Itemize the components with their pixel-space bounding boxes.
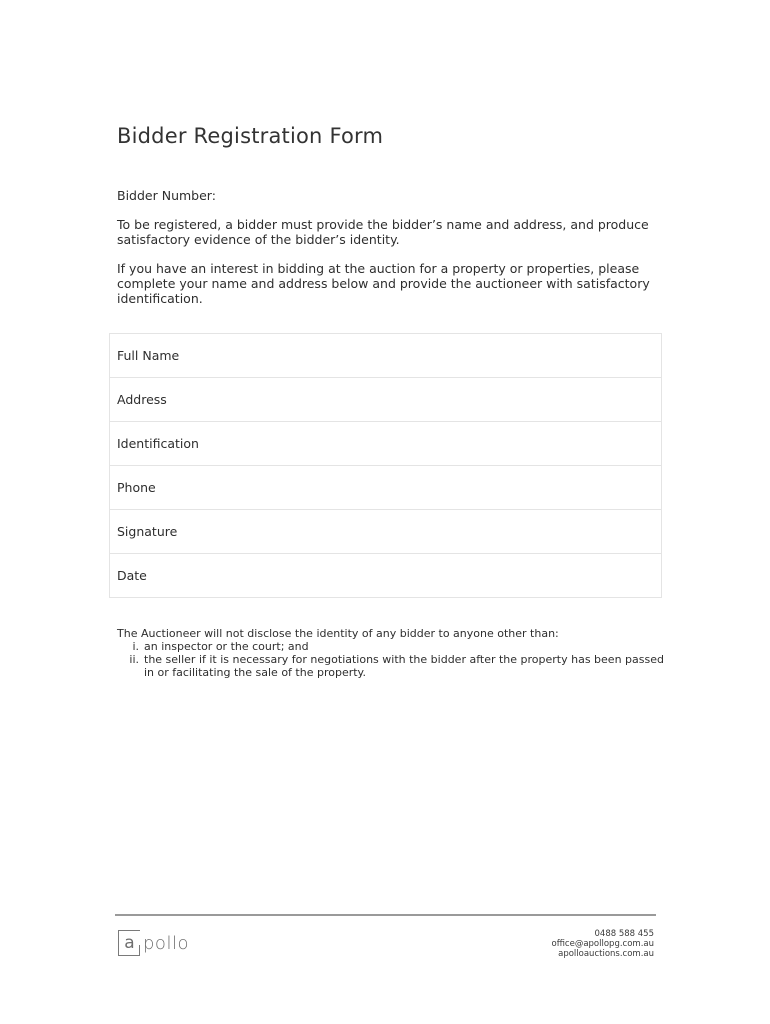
list-marker: i.	[132, 640, 139, 653]
field-label-address: Address	[117, 392, 167, 407]
disclosure-list-item	[117, 653, 677, 679]
field-row-signature[interactable]	[110, 510, 661, 554]
disclosure-list-item	[117, 640, 677, 653]
logo-wordmark: pollo	[143, 932, 189, 954]
field-label-identification: Identification	[117, 436, 199, 451]
bidder-number-label: Bidder Number:	[117, 188, 216, 203]
field-label-phone: Phone	[117, 480, 156, 495]
field-row-identification[interactable]	[110, 422, 661, 466]
list-item-text: the seller if it is necessary for negotiations with the bidder after the property has been passed in or facilitating the sale of the property.	[144, 653, 664, 679]
registration-fields-table	[109, 333, 662, 598]
field-label-date: Date	[117, 568, 147, 583]
contact-phone: 0488 588 455	[594, 929, 654, 939]
logo-letter: a	[124, 932, 135, 953]
field-row-phone[interactable]	[110, 466, 661, 510]
page-title: Bidder Registration Form	[117, 124, 384, 148]
list-marker: ii.	[129, 653, 139, 666]
disclosure-intro: The Auctioneer will not disclose the identity of any bidder to anyone other than:	[117, 627, 559, 640]
logo-bracket-tick	[139, 945, 141, 955]
apollo-logo	[118, 928, 189, 958]
disclosure-list	[117, 640, 677, 679]
list-item-text: an inspector or the court; and	[144, 640, 309, 653]
intro-paragraph-1: To be registered, a bidder must provide the bidder’s name and address, and produce satisfactory evidence of the bidder’s identity.	[117, 217, 649, 247]
contact-details	[552, 929, 655, 959]
contact-website[interactable]: apolloauctions.com.au	[558, 949, 654, 959]
field-row-address[interactable]	[110, 378, 661, 422]
disclosure-notice	[117, 627, 677, 679]
field-row-full-name[interactable]	[110, 334, 661, 378]
logo-bracket-icon	[118, 930, 140, 956]
field-label-full-name: Full Name	[117, 348, 180, 363]
field-row-date[interactable]	[110, 554, 661, 598]
contact-email[interactable]: office@apollopg.com.au	[551, 939, 654, 949]
intro-paragraph-2: If you have an interest in bidding at the auction for a property or properties, please complete your name and address below and provide the auctioneer with satisfactory identification.	[117, 261, 650, 306]
field-label-signature: Signature	[117, 524, 178, 539]
footer-divider	[115, 914, 656, 916]
